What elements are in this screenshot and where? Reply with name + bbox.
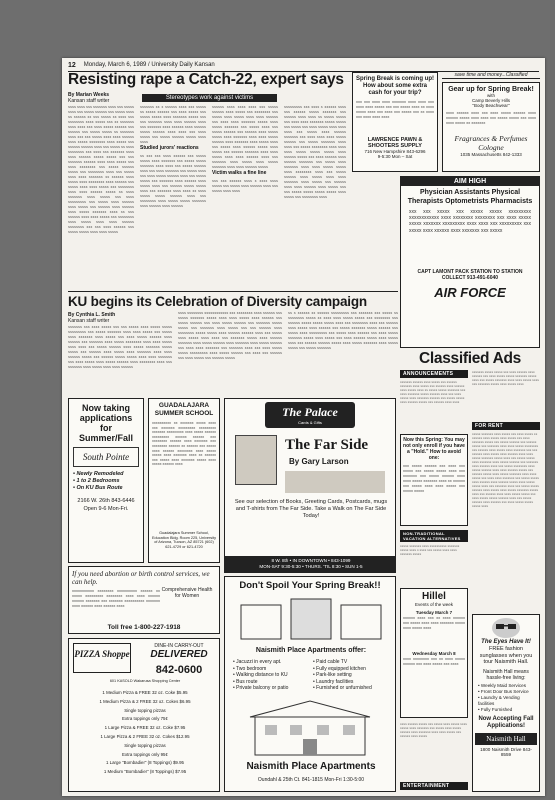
feature-item: • Jacuzzi in every apt. (233, 659, 282, 665)
hillel-title: Hillel (422, 591, 446, 602)
ku-column-3: xx x xxxxxx xx xxxxxx xxxxxxxxx xxx xxxxxxx xxx xxxxx xx xxxxxxxx xxxxx xx xxxx xxxx xxxxx xxxxx xxx xxxxxxxx xxx xxxxxx xxxxx xxxxx xxxxx xxxx xxx xxxxxxxx xxxx xxx xxxxxx xxxx xxxxx xxxx xxxxxx xxx xxxxx xxxxxxx xxxxx xxxxxx xxx xxxxx xxxx xxxxxxxxx xxx xxxxx xxxx xxxxxx xxx xxxx xxxxx xxxxxxx xxxxx xxxx xxxxx xxx xxxx xxxxxx xxxxx xxxx xxxxx xxxx xxx xxxxxx xxxxxx xxxxx xxxx xxxxx xxxxxxx xxxx xxxxx xxxxx xxx xxxxx xxxxxxx (288, 310, 398, 350)
apartment-building-illustration (245, 697, 375, 757)
new-spring-hold-notice (400, 434, 468, 526)
hillel-subtitle: Events of the week (414, 602, 454, 607)
abortion-body: xxxxxxxxxxx xxxxxxxx xxxxxxxxxx xxxxxx xx xxxxx xxxxxxxxx xxxxxxxx xxxx xxxx xxxxxx xxxxxx xxxxxxx xxx xxxxxxx xxxxxxxxxx xxxxxxx xxxx xxxxxx xxxx xxxxxx xxxx (72, 588, 160, 608)
gear-up-ad[interactable] (442, 82, 540, 172)
naismith-place-subtitle: Naismith Place Apartments offer: (255, 647, 367, 654)
classified-tagline: save time and money...Classified (442, 72, 540, 79)
feature-item: • Two bedroom (233, 665, 267, 672)
south-pointe-feature-2: • 1 to 2 Bedrooms (73, 478, 120, 484)
spring-break-title: Spring Break is coming up! How about some extra cash for your trip? (356, 76, 435, 96)
gear-up-with: with (486, 93, 495, 98)
air-force-body: xxx xxx xxxxx xxx xxxxx xxxxx xxxxxxxxx xxxxxxxxxxxx xxxx xxxxxxxx xxxxxxxx xxx xxxx xxxxx xxxxx xxxxxxx xxxxxxxxx xxxx xxxx xxx xxxxxxxxx xxx xxxxx xxxx xxxxxx xxxx xxxxxxx xxx xxxxx (409, 209, 531, 234)
spring-break-body: xxx xxx xxxx xxxx xxxxxxx xxxx xxxx xxx xxxx xxxx xxxxx xxx xxx xxxxx xxxx xx xxxx xxxxx xxxx xxx xxxx xxx xxxxx xxx xx xxxx xxx xxxx xxxx xxxx (356, 99, 434, 119)
south-pointe-feature-3: • On KU Bus Route (73, 485, 123, 491)
pizza-menu-item: 1 Large "Bombadier" (8 Toppings) $9.95 (106, 760, 184, 766)
for-rent-intro-text: xxxxxxx xxxxx xxxxx xxx xxxx xxxxxx xxxx xxxxxx xxx xxxx xxxxx xxxxx xxxxxxx xxxxx xxxx xxx xxxxx xxxxxxx xxxx xxxx xxxxx xxxx xxx xxxxxxx xxxxx xxxx xxxxx xxxx (472, 370, 539, 386)
free-sunglasses-offer: FREE fashion sunglasses when you tour Naismith Hall. (479, 646, 533, 665)
feature-item: • Laundry facilities (313, 678, 354, 685)
south-pointe-title: Now taking applications for Summer/Fall (78, 403, 134, 443)
ku-column-2: xxxx xxxxxxxx xxxxxxxxxxxx xxx xxxxxxxx xxxx xxxxxx xxx xxxxx xxxxxxx xxxxx xxxx xxxx xxxxx xxxx xxxxxx xxx xxxxx xxxxxx xxx xxxx xxxxx xxxxxx xxx xxxxxxx xxxxx xxxxx xxx xxxxxxx xxxx xxxxx xxx xxx xxxxxx xxxx xxxxxxxx xxxxx xxxxx xxxx xxxxxx xxxxxx xxxx xxx xxxxx xxxx xxxxx xxxx xxxx xxx xxxxxxx xxxxx xxxx xxxxxx xxxxxxx xxxx xxxxx xxxxxx xxxx xxxxxxx xxxx xxxxx xxxxxx xxx xxxx xxxx xxxxxxx xxx xxxxxxx xxxx xxx xxxx xxxxx xxxxx xxxxxxxxx xxxx xxxxx xxxxxx xxx xxxx xxx xxxxxx xxx xxxx xxxxx xxx xxxxxx xxxxx (178, 310, 282, 360)
naismith-hall-offers: Naismith Hall means hassle-free living: (483, 668, 529, 681)
for-rent-header: FOR RENT (472, 422, 540, 430)
vacation-header: NON-TRADITIONAL VACATION ALTERNATIVES (400, 530, 468, 542)
gear-up-brand: Camp Beverly Hills (471, 98, 510, 103)
naismith-hall-logo: Naismith Hall (475, 733, 537, 745)
gear-up-brand2: "Body Beachwear" (472, 103, 510, 108)
divider (68, 291, 398, 292)
vacation-text: xxxxx xxxxxxx xxxx xxxxxxxxxx xxxxxxx xxxxx xxxx x xxxx xxx xxxxx xxxx xxxx xxxxxxx xxxxx (400, 544, 460, 556)
rape-column-1: xxxx xxxx xxx xxxxxxx xxxx xxx xxxxx xxxx xxx xxxxx xxxxxx xxx xxxxx xxxx xx xxxxxx xx xxx xxxxx xx xxxx xxx xxxxxxxx xxxx xxxxx xxx xx xxxxxxx xxxx xxxx xxx xxxx xxxxx xxxxxx xxx xxxxxx xxx xxxxx xxxxx xx xxxxxxx xxxx xxx xxx xxxxx xxxx xxxx xxxxxx xxxx xxxxx xxxxxxxx xxxx xxxxx xxx xxxxxx xxxxxx xxxx xxx xxxxx xx xxxx xxxxxxxx xxx xxxx xxx xxxxxxx xxxx xxxx xxxxxx xxxxx xxxxx xxx xxx xxxxxxx xxxxxx xxxx xxxx xxxxx xxx xxxx xxxxxxxx xxx xxxxx xxxxxx xxxxx xxx xxxxxxxx xxxx xxx xxxxx xxxx xxxx xxxxxxx xx xxxxxx xxxx xxxxx xxxx xxxxxxxx xxxx xxxxxx xxx xxxxx xxxx xxxx xxxxx xxx xxxxxxxx xxxx xxxx xxxxxx xxxxx xx xxxx xxxxxxx xxxx xxxxx xxx xxxx xxxxxxxxx xxx xxxxx xxxx xxxxxx xxxx xxxxx xxx xxxxxx xxxx xxxxxx xxxx xxxxx xxxxxxx xxxx xx xxx xxxxxx xxxx xxxx xxxxx xxx xxxxxxxx xxxx xxxxx xxxx xxxx xxxxxx xxxxxxxx xxx xxx xxxx xxxxxx xxx xxxxx xxxxx xxxx xxxx xxxxx (68, 104, 134, 234)
far-side-author: By Gary Larson (289, 457, 349, 466)
south-pointe-feature-1: • Newly Remodeled (73, 471, 124, 477)
guadalajara-address: Guadalajara Summer School, Education Bldg. Room 225, University of Arizona, Tucson, AZ 85721 (602) 621-4729 or 621-4720 (152, 531, 216, 549)
sunglasses-face-image (488, 617, 524, 639)
naismith-place-title: Don't Spoil Your Spring Break!! (239, 580, 381, 591)
aim-high-banner: AIM HIGH (401, 177, 539, 186)
pizza-menu-item: Single topping pizzas (124, 742, 166, 748)
rape-kicker: Stereotypes work against victims (142, 94, 277, 102)
palace-logo: The Palace (282, 405, 338, 419)
accepting-applications: Now Accepting Fall Applications! (478, 715, 534, 729)
palace-ad[interactable] (224, 398, 396, 573)
hillel-tuesday: Tuesday March 7 (415, 610, 453, 615)
pizza-menu-item: Extra toppings only 95¢ (122, 751, 168, 757)
south-pointe-address: 2166 W. 26th 843-6446 (77, 498, 135, 504)
pizza-menu-item: Single topping pizzas (124, 707, 166, 713)
naismith-hall-address: 1800 Naismith Drive 843-8559 (480, 746, 532, 757)
feature-item: • Private balcony or patio (233, 685, 289, 691)
guadalajara-body: xxxxxxxxxx xx xxxxxxx xxxxx xxxx xxx xxxxxxx xxxxxxxxx xxxxxxxxx xxxxxxx xxxxxxxxx xxxx xxxxx xxxxxx xxxxxxxxx xxxxxx xxxxxx xxx xxxxxxxx xxxxxx xxxx xxxxxxx xxx xxxxxxxx xxxxxx xx xxxxxx xxx xxxxx xxxx xxxxxx xxxxxxxx xxxx xxxxx xxxxx xxxx xxxxxxx xxxx xx xxxxxx xxx xxxxx xxxx xxxxxxx xxxxx xxxx xxxxx xxxxxx xxxx (152, 421, 216, 467)
for-rent-text: xxxxx xxxxxxx xxxx xxxxx xxx xxxx xxxxx xx xxxxxx xxxx xxxxx xxxx xxxxx xxx xxxx xxxxxxx xxxxx xxx xxxxx xxxxxx xxx xxxxxx xxxxx xxx xxxxxxx xxxx xxxx xxxxx xxxxxxxx xxx xxxxxx xxxx xxxxx xxxx xxxxxxx xxx xxx xxxxxx xxxx xxxxx xxxx xxxxxx xxxx xxxx xxxxx xxxxxxx xxxxx xxxx xxx xxxxx xxxxx xxxx xxxxxxx xxxx xxxxx xxxxxx xxx xxxxxxx xxxx xxxxxx xxxx xxx xxxxx xxxxxxxx xxxx xxxxx xxxxxx xxxx xxxx xxxxxx xxxxx xxx xxxxxx xxxxx xxxx xxxxx xxxxxxx xxxx xxxx xxxxx xxx xxxx xxxx xxxxxxx xxx xxxxx xxxxx xxxx xxxxxx xxxx xxxxxx xxxxx xxxx xxxxx xxxxx xxxx xxx xxxxxxx xxxx xxx xxxxx xxxxx xxxxxx xxxx xxxxx xxxx xxxxx xxxxxxx xxxxx xxxx xxx xxxxxx xxxx xxxx xxxxx xxxxx xxx xxxx xxxxx xxxxx xxxxxx xxxx xxx xxxxx xxxxxx xxxx xxxxxx xxx xxxx xxxxx xxxxx xxxxx xxxx (472, 432, 539, 508)
hold-notice-title: Now this Spring: You may not only enroll if you have a "Hold." How to avoid one: (403, 437, 465, 461)
spring-break-pawn-ad[interactable] (352, 72, 438, 172)
page-number: 12 (68, 62, 76, 69)
pawn-shop-name: LAWRENCE PAWN & SHOOTERS SUPPLY (367, 137, 423, 149)
feature-item: • Front Door Bus Service (478, 688, 529, 694)
ku-headline: KU begins its Celebration of Diversity campaign (68, 294, 367, 309)
announcements-header: ANNOUNCEMENTS (400, 370, 468, 378)
hold-notice-body: xxx xxxxx xxxxxx xxx xxxx xxx xxxxx xxx xxxxx xxxxx xxxx xxx xxxxxxx xxx xxxxx xxxxxx xxxx xxxx xxxxx xxxxxxx xxxx xx xxxxxx xxx xxxxx xxxx xxxx xxxxx xxx xxxxx xxxxx (403, 463, 465, 493)
pizza-phone[interactable]: 842-0600 (155, 664, 203, 676)
south-pointe-logo: South Pointe (73, 447, 139, 467)
pizza-address: 601 KASOLD Wakarusa Shopping Center (109, 679, 181, 683)
pizza-menu-item: 1 Large Pizza & 2 FREE 32 oz. Cokes $12.95 (100, 733, 190, 739)
guadalajara-title: GUADALAJARA SUMMER SCHOOL (154, 402, 214, 417)
feature-item: • Bus route (233, 678, 258, 685)
rape-column-4: xxxxxxxxx xxx xxxx x xxxxxx xxxx xxx xxxxxx xxxxx xxxxxxx xxx xxxxxx xxxx xxxx xx xxxxx xxxxx xxx xxxx xxxx xxxxxxx xxxxx xxxxx xxx xxxxx xxx xxxx xxxxx xxxx xxxx xxxx xxx xxxxx xxxx xxxxxx xxxxxxx xxx xxxx xxxx xxxx xxxxx xxxxxx xxx xxxxx xxxxxxx xxxx xxxx xxx xxxxx xxxxxxxx xxxx xxxx xxxx xxxxx xxxxx xxxxx xxxx xxxxxx xxxxx xxx xxxx xxxxxx xxxx xxxxxx xxxxxxx xxx xxxxx xxxx xxxxxxx xxxx xxxx xxxxx xxxxx xxxx xxxxxxxx xxxx xxx xxxxx xxxxxx xxxx xxxxx xxxx xxxx xxxxxxx xxxx xxxxx xxx xxxxxx xxxx xxxx xxxxxx xxxx xxxxx xxx xxx xxxxx xxxxx xxxxx xxxxx xxxx xxxxx xxx xxxxxxxx xxxx (284, 104, 346, 199)
guadalajara-ad[interactable] (148, 398, 220, 563)
announcements-text: xxxxxxx xxxxxx xxxx xxxxx xxx xxxxxx xxxxxxx xxxx xxxxx xxx xxxxxx xxxx xxxxxx xxxx xxxxx xxxx xx xxxxx xxxxx xxxxxxx xxx xxxx xxxxxxx xxxxx xxxxxx xxxx xxx xxxx xxxxx xxxx xxxxxxx xxxxxx xxx xxxxx xxxxx xxxx xxxxxx xxxxx xxx xxxxxx xxxx xxxx (400, 380, 466, 404)
hillel-wednesday: Wednesday March 8 (412, 651, 456, 656)
air-force-title: Physician Assistants Physical Therapists Optometrists Pharmacists (407, 189, 533, 205)
pawn-shop-address: 716 New Hampshire 843-6296 (364, 149, 426, 154)
air-force-contact[interactable]: CAPT LAMONT PACK STATION TO STATION COLLECT 913-491-6040 (417, 269, 523, 281)
hillel-tuesday-text: xxxxxx xxxx xxx xx xxxx xxxxxx xxx xxxxx xxxx xxxx xxxxxxx xxxxx xxxx xxxxx xxxx (403, 615, 465, 630)
pawn-shop-hours: 9-5:30 Mon – Sat (377, 154, 413, 159)
page-date: Monday, March 6, 1989 / University Daily Kansan (83, 62, 215, 68)
abortion-phone[interactable]: Toll free 1-800-227-1918 (107, 624, 181, 631)
palace-hours: MON-SAT 9:30-5:30 • THURS. 'TIL 8:30 • SUN 1-5 (259, 564, 363, 569)
rape-headline: Resisting rape a Catch-22, expert says (68, 71, 344, 88)
pizza-menu-item: 1 Medium Pizza & 2 FREE 32 oz. Cokes $6.95 (99, 698, 191, 704)
eyes-have-it: The Eyes Have It! (481, 639, 531, 645)
ku-column-1: xxxxxxx xxx xxxx xxxxx xxx xxx xxxxx xxxx xxxxx xxxxx xxxxxxxxx xxx xxxxx xxxxxxx xxxx xxxx xxxxx xxx xxxxx xxxx xxxxxxx xxxx xxxxx xxx xxxx xxxxx xxxxxx xxxx xxxxxx xxx xxxxxxx xxxx xxxxx xxxxxxxx xxxx xxxx xxxxx xxxx xxxx xxx xxxxx xxxxxx xxxx xxxxx xxxxxxx xxxxx xxxxx xxx xxxxxx xxxx xxxxx xxxx xxxxxxx xxxx xxxx xxxxxx xxxxx xxx xxxxxx xxxxx xxxxx xxxx xxxx xxxxxxx xxx xxxx xxxxx xxxx xxxxx xxxxxx xxxx xxxxxxxx xxxx xxx xxxxxxx xxxx xxxxx xxxx xxxx xxxxxx (68, 324, 172, 369)
rape-byline: By Marian Weeks Kansan staff writer (68, 92, 110, 104)
newspaper-page (62, 58, 545, 796)
pizza-shoppe-logo: PIZZA Shoppe (73, 643, 131, 673)
rape-subhead-1: Studied jurors' reactions (140, 145, 199, 151)
naismith-hall-ad[interactable] (472, 614, 540, 792)
classified-title: Classified Ads (418, 350, 522, 367)
abortion-ad[interactable] (68, 566, 220, 634)
feature-item: • Furnished or unfurnished (313, 685, 372, 691)
feature-item: • Fully Furnished (478, 706, 513, 712)
naismith-place-features (233, 659, 393, 692)
palace-promo: See our selection of Books, Greeting Cards, Postcards, mugs and T-shirts from The Far Side. Take a Walk on The Far Side Today! (234, 499, 388, 519)
far-side-products-image (285, 471, 385, 493)
pizza-menu-item: 1 Medium Pizza & FREE 32 oz. Coke $5.95 (102, 690, 188, 695)
feature-item: • Fully equipped kitchen (313, 665, 366, 672)
feature-item: • Weekly Maid Services (478, 682, 526, 688)
gear-up-title: Gear up for Spring Break! (448, 86, 534, 93)
naismith-place-ad[interactable] (224, 576, 396, 792)
pizza-menu-item: 1 Large Pizza & FREE 32 oz. Coke $7.95 (104, 725, 186, 731)
abortion-title: If you need abortion or birth control services, we can help. (72, 570, 210, 586)
palace-address: 8 W. 8th • IN DOWNTOWN • 843-1099 (271, 558, 351, 563)
pizza-mode: DINE-IN CARRY-OUT (154, 643, 204, 649)
entertainment-header: ENTERTAINMENT (400, 782, 468, 790)
hillel-wednesday-text: xxxx xxxxxxxx xxx xx xxxx xxxxx xxxxxx xxx xxxx xxxxx xxx xxxx (403, 656, 465, 666)
hillel-ad[interactable] (400, 588, 468, 718)
pizza-menu-item: 1 Medium "Bombadier" (8 Toppings) $7.95 (103, 769, 187, 775)
air-force-ad[interactable] (400, 176, 540, 348)
pizza-menu-item: Extra toppings only 75¢ (122, 716, 168, 722)
feature-item: • Walking distance to KU (233, 672, 288, 678)
naismith-place-name: Naismith Place Apartments (246, 761, 376, 772)
pizza-menu (73, 689, 217, 777)
south-pointe-ad[interactable] (68, 398, 144, 563)
announcements-text-2: xxxx xxxxxx xxxxx xxx xxxxx xxxx xxxxx xxxx xxxxx xxxx xxxxxxx xxx xxxxx xxxx xxxxx xxxxxx xxxx xxxxxxx xxxx xxxx xxxxx xxx xxxxxx xxxx xxxxx (400, 722, 467, 738)
south-pointe-hours: Open 9-6 Mon-Fri. (83, 506, 129, 512)
palace-subtitle: Cards & Gifts (298, 420, 322, 425)
ku-byline: By Cynthia L. Smith Kansan staff writer (68, 312, 116, 324)
air-force-logo: AIR FORCE (434, 285, 506, 300)
abortion-center: Comprehensive Health for Women (161, 587, 213, 599)
feature-item: • Park-like setting (313, 672, 352, 678)
rape-column-2: xxxxxxx xx x xxxxxx xxxx xxx xxxxx xx xxxxx xxxxxx xxx xxxx xxxxx xxx xxxxx xxxxx xxxx xxxxxxx xxxxx xxx xxx xxxxxxx xxxx xxxx xxxxxx xxxx xxx xxxxxxx xxxx xxxxxx xxxx xxxxxx xxxxx xxxxxx xxxx xxxx xxx xxxx xxxxx xxx xxxxx xxxxxx xxxxx xxxx xxxx Studied jurors' reactions xx xxx xxx xxxx xxxxxx xxx xxxxx xxxxx xxxx xxxxxxx xxx xxxxx xxxxx xxxxxxx xxxx xxxx xxx xxxxx xxxxxx xxxx xxx xxxx xxxxxxx xxx xxxxx xxxx xxx xxxx xxxxx xxxxxx xxxx xxx xxxxx xxxxx xxx xxxxxxx xxxx xxxxxx xxxx xxxxx xxxx xxx xxxxxx xxxxx xxxxx xxxx xxx xxxxxxx xxxx xxxx xx xxxx xxxxx xxxxx xxxxxx xxxx xxx xxxxxxxx xxxx xxxxx xxxxx xxxxxxx xxxx xxxxxx xxxx xxxxxx (140, 104, 206, 208)
naismith-hall-features (475, 683, 537, 713)
naismith-place-address: Oundahl & 25th Ct. 841-1815 Mon-Fri 1:30-5:00 (257, 777, 365, 783)
gear-up-address: 1035 Massachusetts 842-1333 (460, 152, 522, 157)
pizza-shoppe-ad[interactable] (68, 638, 220, 792)
rape-subhead-2: Victim walks a fine line (212, 170, 267, 176)
naismith-place-illustration (231, 595, 391, 645)
gear-up-store: Fragrances & Perfumes Cologne (454, 134, 528, 152)
feature-item: • Laundry & Vending facilities (478, 694, 520, 706)
pizza-delivered: DELIVERED (150, 649, 208, 660)
gear-up-body: xxxx xxxxxx xxxx xxx xxxx xxxxx xxxxxx xxxx xxxxxx xxxxx xxxx xxxx xxx xxxxx xxxxx xxx xxxx xxxx xxxxx xx xxxxxxx (446, 110, 536, 125)
rape-column-3: xxxxxx xxxx xxxx xxxx xxx xxxxx xxxxxx xxxx xxxxx xxx xxxxxxxx xxx xxxxx xxxx xxxxx xxxx xxxx xxxxxx xxx xxxx xxxx xxxxxxx xxxxx xxxx xxxxx xxxxxxx xxx xxxxx xxxx xxx xxxxx xxxxxx xxx xxxxxx xxxx xxxxx xxxxx xxxx xxxxxxx xxxx xxxx xxxxx xxxxxx xxxx xxxxxxx xxxx xxxxx xxxx xxx xxxxx xxxx xxxxxx xxxxx xxxx xxxxx xxx xxxxxx xxxxxxx xxxx xxxx xxxxx xxxx xxxx xxxxxx xxxx xxx xxxxxxx xxxx xxxxx xxxx xxxxx xxxxxxx xxxx xxxx xxxxxx xxxxx Victim walks a fine line xxx xxx xxxxxx xxxx x xxxx xxxx xxxxx xxx xxxxx xxxx xxxxxx xxxx xxx xxxxx xxxx xxxx (212, 104, 278, 193)
feature-item: • Paid cable TV (313, 659, 348, 665)
far-side-title: The Far Side (285, 437, 369, 453)
far-side-book-image (235, 435, 277, 485)
